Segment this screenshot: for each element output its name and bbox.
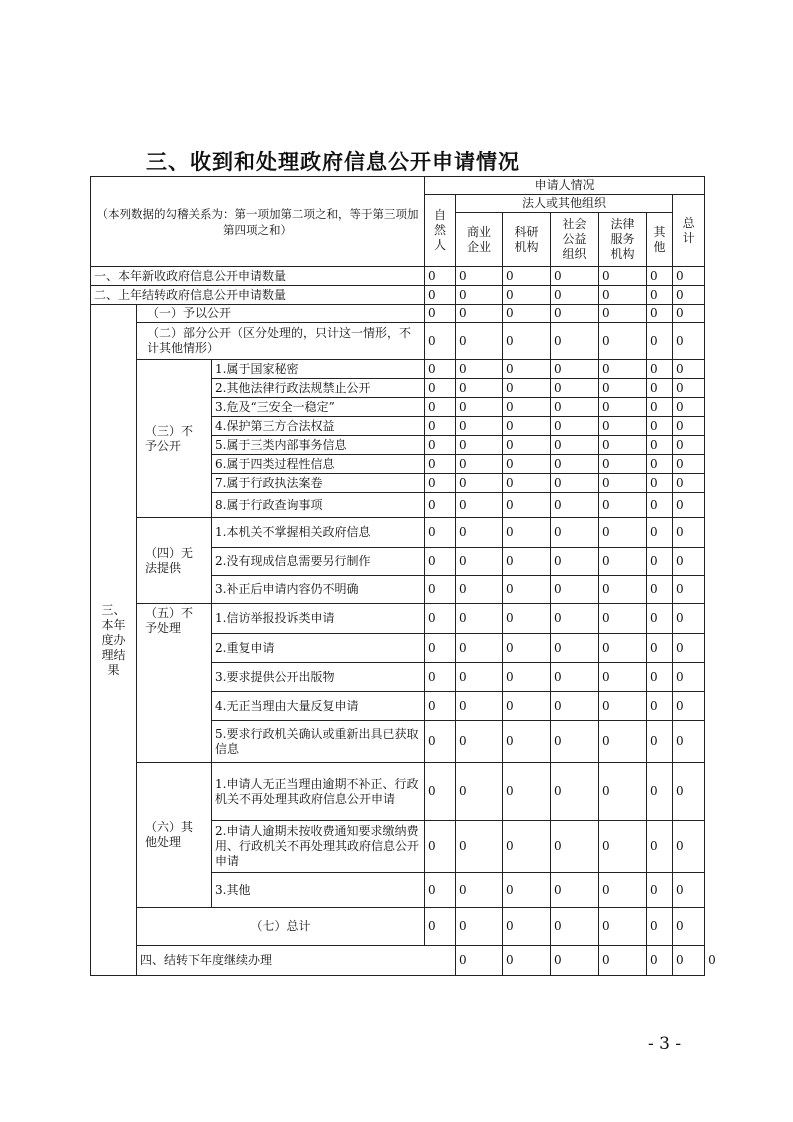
cell-value: 0 — [551, 576, 599, 604]
cell-value: 0 — [456, 493, 503, 518]
cell-value: 0 — [673, 493, 705, 518]
cell-value: 0 — [673, 663, 705, 692]
cell-value: 0 — [456, 323, 503, 360]
cell-value: 0 — [647, 436, 673, 455]
cell-value: 0 — [456, 305, 503, 323]
cell-value: 0 — [599, 379, 647, 398]
cell-value: 0 — [599, 946, 647, 976]
cell-value: 0 — [456, 398, 503, 417]
header-applicant: 申请人情况 — [425, 177, 705, 195]
cell-value: 0 — [673, 286, 705, 305]
cell-value: 0 — [425, 692, 456, 721]
header-org-research: 科研机构 — [503, 213, 551, 267]
cell-value: 0 — [425, 634, 456, 663]
cell-value: 0 — [503, 267, 551, 286]
cell-value: 0 — [673, 721, 705, 763]
cell-value: 0 — [456, 548, 503, 576]
row-label: 5.属于三类内部事务信息 — [212, 436, 425, 455]
row-label: 3.危及“三安全一稳定” — [212, 398, 425, 417]
cell-value: 0 — [673, 576, 705, 604]
cell-value: 0 — [425, 360, 456, 379]
applications-table: （本列数据的勾稽关系为：第一项加第二项之和，等于第三项加第四项之和） 申请人情况 自然人 法人或其他组织 总计 商业企业 科研机构 社会公益组织 法律服务机构 其他 一、本年新收政府信息公开申请数量 0 0 0 0 0 0 0 二、上年结转政府信息公开申请数量 0 0 0 0 0 0 0 三、本年度办理结果 （一）予以公开 0 0 0 0 0 0 0 （二）部分公开（区分处理的，只计这一情形，不计其他情形） 0 0 0 0 0 0 0 （三）不予公开 1.属于国家秘密 0 0 0 0 0 0 0 2.其他法律行政法规禁止公开 0 0 0 0 0 0 0 3.危及“三安全一稳定” 0 0 0 0 0 0 0 4.保护第三方合法权益 0 0 0 0 0 0 0 5.属于三类内部事务信息 0 0 0 0 0 0 0 6.属于四类过程性信息 0 0 0 0 0 0 0 7.属于行政执法案卷 0 0 0 0 0 0 0 8.属于行政查询事项 0 0 0 0 0 0 0 （四）无法提供 1.本机关不掌握相关政府信息 0 0 0 0 0 0 0 2.没有现成信息需要另行制作 0 0 0 0 0 0 0 3.补正后申请内容仍不明确 0 0 0 0 0 0 0 （五）不予处理 1.信访举报投诉类申请 0 0 0 0 0 0 0 2.重复申请 0 0 0 0 0 0 0 3.要求提供公开出版物 0 0 0 0 0 0 0 4.无正当理由大量反复申请 0 0 0 0 0 0 0 5.要求行政机关确认或重新出具已获取信息 0 0 0 0 0 0 0 （六）其他处理 1.申请人无正当理由逾期不补正、行政机关不再处理其政府信息公开申请 0 0 0 0 0 0 0 2.申请人逾期未按收费通知要求缴纳费用、行政机关不再处理其政府信息公开申请 0 0 0 0 0 0 0 3.其他 0 0 0 0 0 0 0 （七）总计 0 0 0 0 0 0 0 四、结转下年度继续办理 0 0 0 0 0 0 0 — [90, 176, 705, 976]
cell-value: 0 — [673, 692, 705, 721]
cell-value: 0 — [647, 518, 673, 548]
cell-value: 0 — [599, 493, 647, 518]
cell-value: 0 — [647, 821, 673, 873]
cell-value: 0 — [551, 436, 599, 455]
cell-value: 0 — [673, 604, 705, 634]
cell-value: 0 — [503, 398, 551, 417]
row-label: 1.本机关不掌握相关政府信息 — [212, 518, 425, 548]
row-label: 2.其他法律行政法规禁止公开 — [212, 379, 425, 398]
cell-value: 0 — [647, 379, 673, 398]
cell-value: 0 — [599, 360, 647, 379]
group-label-5: （五）不予处理 — [137, 604, 212, 763]
header-org-other: 其他 — [647, 213, 673, 267]
cell-value: 0 — [503, 417, 551, 436]
row-label: 7.属于行政执法案卷 — [212, 474, 425, 493]
cell-value: 0 — [425, 763, 456, 821]
cell-value: 0 — [673, 417, 705, 436]
cell-value: 0 — [503, 323, 551, 360]
cell-value: 0 — [551, 267, 599, 286]
group-label-4: （四）无法提供 — [137, 518, 212, 604]
section-3-label: 三、本年度办理结果 — [91, 305, 137, 976]
cell-value: 0 — [425, 663, 456, 692]
cell-value: 0 — [551, 417, 599, 436]
cell-value: 0 — [647, 398, 673, 417]
row-label: （七）总计 — [137, 908, 425, 946]
cell-value: 0 — [503, 436, 551, 455]
cell-value: 0 — [647, 360, 673, 379]
cell-value: 0 — [599, 518, 647, 548]
row-label: 4.无正当理由大量反复申请 — [212, 692, 425, 721]
cell-value: 0 — [551, 323, 599, 360]
cell-value: 0 — [456, 721, 503, 763]
cell-value: 0 — [599, 576, 647, 604]
cell-value: 0 — [425, 267, 456, 286]
cell-value: 0 — [599, 305, 647, 323]
cell-value: 0 — [425, 436, 456, 455]
cell-value: 0 — [456, 576, 503, 604]
cell-value: 0 — [503, 548, 551, 576]
cell-value: 0 — [647, 721, 673, 763]
cell-value: 0 — [425, 493, 456, 518]
cell-value: 0 — [551, 455, 599, 474]
cell-value: 0 — [599, 763, 647, 821]
row-label: 5.要求行政机关确认或重新出具已获取信息 — [212, 721, 425, 763]
cell-value: 0 — [456, 518, 503, 548]
header-org-welfare: 社会公益组织 — [551, 213, 599, 267]
cell-value: 0 — [599, 417, 647, 436]
cell-value: 0 — [599, 436, 647, 455]
cell-value: 0 — [551, 946, 599, 976]
cell-value: 0 — [673, 548, 705, 576]
cell-value: 0 — [673, 398, 705, 417]
cell-value: 0 — [503, 576, 551, 604]
cell-value: 0 — [673, 323, 705, 360]
cell-value: 0 — [599, 548, 647, 576]
cell-value: 0 — [503, 286, 551, 305]
group-label-3: （三）不予公开 — [137, 360, 212, 518]
cell-value: 0 — [503, 474, 551, 493]
row-label: 1.申请人无正当理由逾期不补正、行政机关不再处理其政府信息公开申请 — [212, 763, 425, 821]
cell-value: 0 — [425, 576, 456, 604]
cell-value: 0 — [599, 267, 647, 286]
cell-value: 0 — [456, 604, 503, 634]
cell-value: 0 — [551, 604, 599, 634]
cell-value: 0 — [503, 821, 551, 873]
cell-value: 0 — [647, 455, 673, 474]
cell-value: 0 — [456, 692, 503, 721]
header-natural-person: 自然人 — [425, 195, 456, 267]
cell-value: 0 — [599, 474, 647, 493]
cell-value: 0 — [425, 518, 456, 548]
cell-value: 0 — [599, 821, 647, 873]
cell-value: 0 — [599, 398, 647, 417]
cell-value: 0 — [647, 634, 673, 663]
cell-value: 0 — [551, 908, 599, 946]
row-label: （一）予以公开 — [137, 305, 425, 323]
cell-value: 0 — [551, 721, 599, 763]
cell-value: 0 — [647, 417, 673, 436]
cell-value: 0 — [456, 908, 503, 946]
cell-value: 0 — [551, 763, 599, 821]
cell-value: 0 — [673, 634, 705, 663]
cell-value: 0 — [456, 946, 503, 976]
cell-value: 0 — [599, 692, 647, 721]
cell-value: 0 — [551, 548, 599, 576]
cell-value: 0 — [551, 493, 599, 518]
cell-value: 0 — [551, 518, 599, 548]
cell-value: 0 — [551, 379, 599, 398]
header-total: 总计 — [673, 195, 705, 267]
cell-value: 0 — [673, 821, 705, 873]
cell-value: 0 — [503, 873, 551, 908]
cell-value: 0 — [456, 286, 503, 305]
cell-value: 0 — [647, 493, 673, 518]
cell-value: 0 — [551, 663, 599, 692]
cell-value: 0 — [425, 548, 456, 576]
cell-value: 0 — [425, 455, 456, 474]
cell-value: 0 — [425, 379, 456, 398]
cell-value: 0 — [456, 267, 503, 286]
cell-value: 0 — [456, 763, 503, 821]
cell-value: 0 — [673, 518, 705, 548]
cell-value: 0 — [425, 821, 456, 873]
cell-value: 0 — [647, 763, 673, 821]
cell-value: 0 — [551, 305, 599, 323]
cell-value: 0 — [599, 663, 647, 692]
header-org-legal: 法律服务机构 — [599, 213, 647, 267]
cell-value: 0 — [456, 436, 503, 455]
row-label: 2.申请人逾期未按收费通知要求缴纳费用、行政机关不再处理其政府信息公开申请 — [212, 821, 425, 873]
row-label: 四、结转下年度继续办理 — [137, 946, 456, 976]
cell-value: 0 — [503, 634, 551, 663]
cell-value: 0 — [673, 267, 705, 286]
cell-value: 0 — [551, 474, 599, 493]
cell-value: 0 — [456, 360, 503, 379]
cell-value: 0 — [425, 604, 456, 634]
cell-value: 0 — [673, 474, 705, 493]
cell-value: 0 — [456, 379, 503, 398]
cell-value: 0 — [456, 663, 503, 692]
cell-value: 0 — [425, 323, 456, 360]
row-label: 1.信访举报投诉类申请 — [212, 604, 425, 634]
cell-value: 0 — [599, 286, 647, 305]
cell-value: 0 — [551, 821, 599, 873]
cell-value: 0 — [503, 908, 551, 946]
cell-value: 0 — [647, 576, 673, 604]
row-label: 1.属于国家秘密 — [212, 360, 425, 379]
cell-value: 0 — [647, 474, 673, 493]
cell-value: 0 — [647, 548, 673, 576]
cell-value: 0 — [456, 417, 503, 436]
cell-value: 0 — [551, 692, 599, 721]
cell-value: 0 — [425, 286, 456, 305]
header-note: （本列数据的勾稽关系为：第一项加第二项之和，等于第三项加第四项之和） — [91, 177, 425, 267]
row-label: 6.属于四类过程性信息 — [212, 455, 425, 474]
cell-value: 0 — [503, 305, 551, 323]
cell-value: 0 — [425, 398, 456, 417]
cell-value: 0 — [647, 604, 673, 634]
cell-value: 0 — [503, 493, 551, 518]
cell-value: 0 — [599, 908, 647, 946]
cell-value: 0 — [673, 946, 705, 976]
cell-value: 0 — [456, 821, 503, 873]
cell-value: 0 — [503, 379, 551, 398]
cell-value: 0 — [456, 474, 503, 493]
cell-value: 0 — [647, 873, 673, 908]
row-label: 3.其他 — [212, 873, 425, 908]
row-label: 2.没有现成信息需要另行制作 — [212, 548, 425, 576]
cell-value: 0 — [503, 946, 551, 976]
cell-value: 0 — [503, 518, 551, 548]
cell-value: 0 — [673, 873, 705, 908]
cell-value: 0 — [673, 436, 705, 455]
cell-value: 0 — [551, 634, 599, 663]
cell-value: 0 — [673, 908, 705, 946]
header-legal-group: 法人或其他组织 — [456, 195, 673, 213]
cell-value: 0 — [456, 873, 503, 908]
cell-value: 0 — [647, 305, 673, 323]
cell-value: 0 — [551, 360, 599, 379]
cell-value: 0 — [599, 634, 647, 663]
cell-value: 0 — [503, 763, 551, 821]
row-label: 一、本年新收政府信息公开申请数量 — [91, 267, 425, 286]
cell-value: 0 — [599, 873, 647, 908]
cell-value: 0 — [599, 604, 647, 634]
cell-value: 0 — [551, 873, 599, 908]
cell-value: 0 — [599, 455, 647, 474]
row-label: 3.要求提供公开出版物 — [212, 663, 425, 692]
cell-value: 0 — [456, 634, 503, 663]
cell-value: 0 — [425, 721, 456, 763]
cell-value: 0 — [503, 360, 551, 379]
row-label: 4.保护第三方合法权益 — [212, 417, 425, 436]
cell-value: 0 — [503, 663, 551, 692]
cell-value: 0 — [647, 286, 673, 305]
row-label: 二、上年结转政府信息公开申请数量 — [91, 286, 425, 305]
row-label: （二）部分公开（区分处理的，只计这一情形，不计其他情形） — [137, 323, 425, 360]
cell-value: 0 — [647, 663, 673, 692]
cell-value: 0 — [599, 721, 647, 763]
cell-value: 0 — [673, 360, 705, 379]
section-title: 三、收到和处理政府信息公开申请情况 — [146, 150, 520, 174]
cell-value: 0 — [425, 873, 456, 908]
row-label: 3.补正后申请内容仍不明确 — [212, 576, 425, 604]
cell-value: 0 — [425, 305, 456, 323]
row-label: 2.重复申请 — [212, 634, 425, 663]
cell-value: 0 — [673, 379, 705, 398]
cell-value: 0 — [647, 692, 673, 721]
cell-value: 0 — [425, 417, 456, 436]
cell-value: 0 — [673, 763, 705, 821]
cell-value: 0 — [456, 455, 503, 474]
cell-value: 0 — [647, 908, 673, 946]
cell-value: 0 — [551, 398, 599, 417]
cell-value: 0 — [425, 474, 456, 493]
cell-value: 0 — [425, 908, 456, 946]
cell-value: 0 — [647, 946, 673, 976]
cell-value: 0 — [647, 323, 673, 360]
group-label-6: （六）其他处理 — [137, 763, 212, 908]
cell-value: 0 — [551, 286, 599, 305]
cell-value: 0 — [503, 604, 551, 634]
cell-value: 0 — [503, 721, 551, 763]
header-org-commercial: 商业企业 — [456, 213, 503, 267]
cell-value: 0 — [599, 323, 647, 360]
row-label: 8.属于行政查询事项 — [212, 493, 425, 518]
cell-value: 0 — [503, 692, 551, 721]
cell-value: 0 — [673, 305, 705, 323]
page-number: - 3 - — [648, 1034, 682, 1054]
cell-value: 0 — [673, 455, 705, 474]
cell-value: 0 — [503, 455, 551, 474]
cell-value: 0 — [647, 267, 673, 286]
